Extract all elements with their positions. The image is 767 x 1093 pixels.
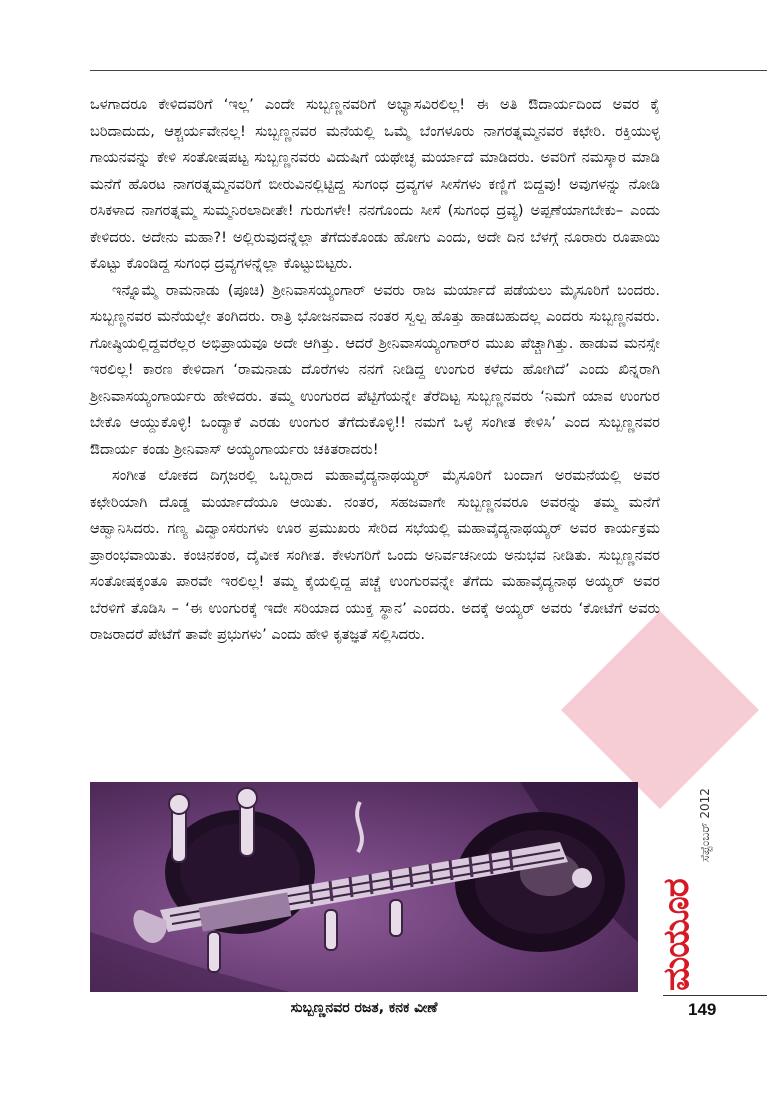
magazine-logo: ಮಯೂರ xyxy=(656,879,697,991)
photo-caption: ಸುಬ್ಬಣ್ಣನವರ ರಜತ, ಕನಕ ವೀಣೆ xyxy=(290,1000,438,1016)
issue-date: ಸೆಪ್ಟೆಂಬರ್ 2012 xyxy=(698,788,712,862)
veena-illustration xyxy=(90,782,638,992)
paragraph-3: ಸಂಗೀತ ಲೋಕದ ದಿಗ್ಗಜರಲ್ಲಿ ಒಬ್ಬರಾದ ಮಹಾವೈದ್ಯನಾಥಯ್ಯರ್ ಮೈಸೂರಿಗೆ ಬಂದಾಗ ಅರಮನೆಯಲ್ಲಿ ಅವರ ಕಛೇರಿಯಾಗಿ ದೊಡ್ಡ ಮರ್ಯಾದೆಯೂ ಆಯಿತು. ನಂತರ, ಸಹಜವಾಗೇ ಸುಬ್ಬಣ್ಣನವರೂ ಅವರನ್ನು ತಮ್ಮ ಮನೆಗೆ ಆಹ್ವಾನಿಸಿದರು. ಗಣ್ಯ ವಿದ್ವಾಂಸರುಗಳು ಊರ ಪ್ರಮುಖರು ಸೇರಿದ ಸಭೆಯಲ್ಲಿ ಮಹಾವೈದ್ಯನಾಥಯ್ಯರ್ ಅವರ ಕಾರ್ಯಕ್ರಮ ಪ್ರಾರಂಭವಾಯಿತು. ಕಂಚಿನಕಂಠ, ದೈವೀಕ ಸಂಗೀತ. ಕೇಳುಗರಿಗೆ ಒಂದು ಅನಿರ್ವಚನೀಯ ಅನುಭವ ನೀಡಿತು. ಸುಬ್ಬಣ್ಣನವರ ಸಂತೋಷಕ್ಕಂತೂ ಪಾರವೇ ಇರಲಿಲ್ಲ! ತಮ್ಮ ಕೈಯಲ್ಲಿದ್ದ ಪಚ್ಚೆ ಉಂಗುರವನ್ನೇ ತೆಗೆದು ಮಹಾವೈದ್ಯನಾಥ ಅಯ್ಯರ್ ಅವರ ಬೆರಳಿಗೆ ತೊಡಿಸಿ – ‘ಈ ಉಂಗುರಕ್ಕೆ ಇದೇ ಸರಿಯಾದ ಯುಕ್ತ ಸ್ಥಾನ’ ಎಂದರು. ಅದಕ್ಕೆ ಅಯ್ಯರ್ ಅವರು ‘ಕೋಟೆಗೆ ಅವರು ರಾಜರಾದರೆ ಪೇಟೆಗೆ ತಾವೇ ಪ್ರಭುಗಳು’ ಎಂದು ಹೇಳಿ ಕೃತಜ್ಞತೆ ಸಲ್ಲಿಸಿದರು. xyxy=(90,467,660,643)
veena-photo xyxy=(90,782,638,992)
paragraph-2: ಇನ್ನೊಮ್ಮೆ ರಾಮನಾಡು (ಪೂಚಿ) ಶ್ರೀನಿವಾಸಯ್ಯಂಗಾರ್ ಅವರು ರಾಜ ಮರ್ಯಾದೆ ಪಡೆಯಲು ಮೈಸೂರಿಗೆ ಬಂದರು. ಸುಬ್ಬಣ್ಣನವರ ಮನೆಯಲ್ಲೇ ತಂಗಿದರು. ರಾತ್ರಿ ಭೋಜನವಾದ ನಂತರ ಸ್ವಲ್ಪ ಹೊತ್ತು ಹಾಡಬಹುದಲ್ಲ ಎಂದರು ಸುಬ್ಬಣ್ಣನವರು. ಗೋಷ್ಠಿಯಲ್ಲಿದ್ದವರೆಲ್ಲರ ಅಭಿಪ್ರಾಯವೂ ಅದೇ ಆಗಿತ್ತು. ಆದರೆ ಶ್ರೀನಿವಾಸಯ್ಯಂಗಾರ್‌ರ ಮುಖ ಪೆಚ್ಚಾಗಿತ್ತು. ಹಾಡುವ ಮನಸ್ಸೇ ಇರಲಿಲ್ಲ! ಕಾರಣ ಕೇಳಿದಾಗ ‘ರಾಮನಾಡು ದೊರೆಗಳು ನನಗೆ ನೀಡಿದ್ದ ಉಂಗುರ ಕಳೆದು ಹೋಗಿದೆ’ ಎಂದು ಖಿನ್ನರಾಗಿ ಶ್ರೀನಿವಾಸಯ್ಯಂಗಾರ್ಯರು ಹೇಳಿದರು. ತಮ್ಮ ಉಂಗುರದ ಪೆಟ್ಟಿಗೆಯನ್ನೇ ತೆರೆದಿಟ್ಟ ಸುಬ್ಬಣ್ಣನವರು ‘ನಿಮಗೆ ಯಾವ ಉಂಗುರ ಬೇಕೊ ಆಯ್ದುಕೊಳ್ಳಿ! ಒಂದ್ಯಾಕೆ ಎರಡು ಉಂಗುರ ತೆಗೆದುಕೊಳ್ಳಿ!! ನಮಗೆ ಒಳ್ಳೆ ಸಂಗೀತ ಕೇಳಿಸಿ’ ಎಂದ ಸುಬ್ಬಣ್ಣನವರ ಔದಾರ್ಯ ಕಂಡು ಶ್ರೀನಿವಾಸ್ ಅಯ್ಯಂಗಾರ್ಯರು ಚಕಿತರಾದರು! xyxy=(90,281,660,458)
page-number: 149 xyxy=(688,1000,717,1019)
paragraph-1: ಒಳಗಾದರೂ ಕೇಳಿದವರಿಗೆ ‘ಇಲ್ಲ’ ಎಂದೇ ಸುಬ್ಬಣ್ಣನವರಿಗೆ ಅಭ್ಯಾಸವಿರಲಿಲ್ಲ! ಈ ಅತಿ ಔದಾರ್ಯದಿಂದ ಅವರ ಕೈ ಬರಿದಾದುದು, ಆಶ್ಚರ್ಯವೇನಲ್ಲ! ಸುಬ್ಬಣ್ಣನವರ ಮನೆಯಲ್ಲಿ ಒಮ್ಮೆ ಬೆಂಗಳೂರು ನಾಗರತ್ನಮ್ಮನವರ ಕಛೇರಿ. ರಕ್ತಿಯುಳ್ಳ ಗಾಯನವನ್ನು ಕೇಳಿ ಸಂತೋಷಪಟ್ಟ ಸುಬ್ಬಣ್ಣನವರು ವಿದುಷಿಗೆ ಯಥೇಚ್ಛ ಮರ್ಯಾದೆ ಮಾಡಿದರು. ಅವರಿಗೆ ನಮಸ್ಕಾರ ಮಾಡಿ ಮನೆಗೆ ಹೊರಟ ನಾಗರತ್ನಮ್ಮನವರಿಗೆ ಬೀರುವಿನಲ್ಲಿಟ್ಟಿದ್ದ ಸುಗಂಧ ದ್ರವ್ಯಗಳ ಸೀಸೆಗಳು ಕಣ್ಣಿಗೆ ಬಿದ್ದವು! ಅವುಗಳನ್ನು ನೋಡಿ ರಸಿಕಳಾದ ನಾಗರತ್ನಮ್ಮ ಸುಮ್ಮನಿರಲಾದೀತೇ! ಗುರುಗಳೇ! ನನಗೊಂದು ಸೀಸೆ (ಸುಗಂಧ ದ್ರವ್ಯ) ಅಪ್ಪಣೆಯಾಗಬೇಕು– ಎಂದು ಕೇಳಿದರು. ಅದೇನು ಮಹಾ?! ಅಲ್ಲಿರುವುದನ್ನೆಲ್ಲಾ ತೆಗೆದುಕೊಂಡು ಹೋಗು ಎಂದು, ಅದೇ ದಿನ ಬೆಳಗ್ಗೆ ನೂರಾರು ರೂಪಾಯಿ ಕೊಟ್ಟು ಕೊಂಡಿದ್ದ ಸುಗಂಧ ದ್ರವ್ಯಗಳನ್ನೆಲ್ಲಾ ಕೊಟ್ಟುಬಿಟ್ಟರು. xyxy=(90,96,661,272)
footer-rule xyxy=(663,995,767,996)
article-body xyxy=(90,92,660,649)
top-rule xyxy=(90,70,767,71)
